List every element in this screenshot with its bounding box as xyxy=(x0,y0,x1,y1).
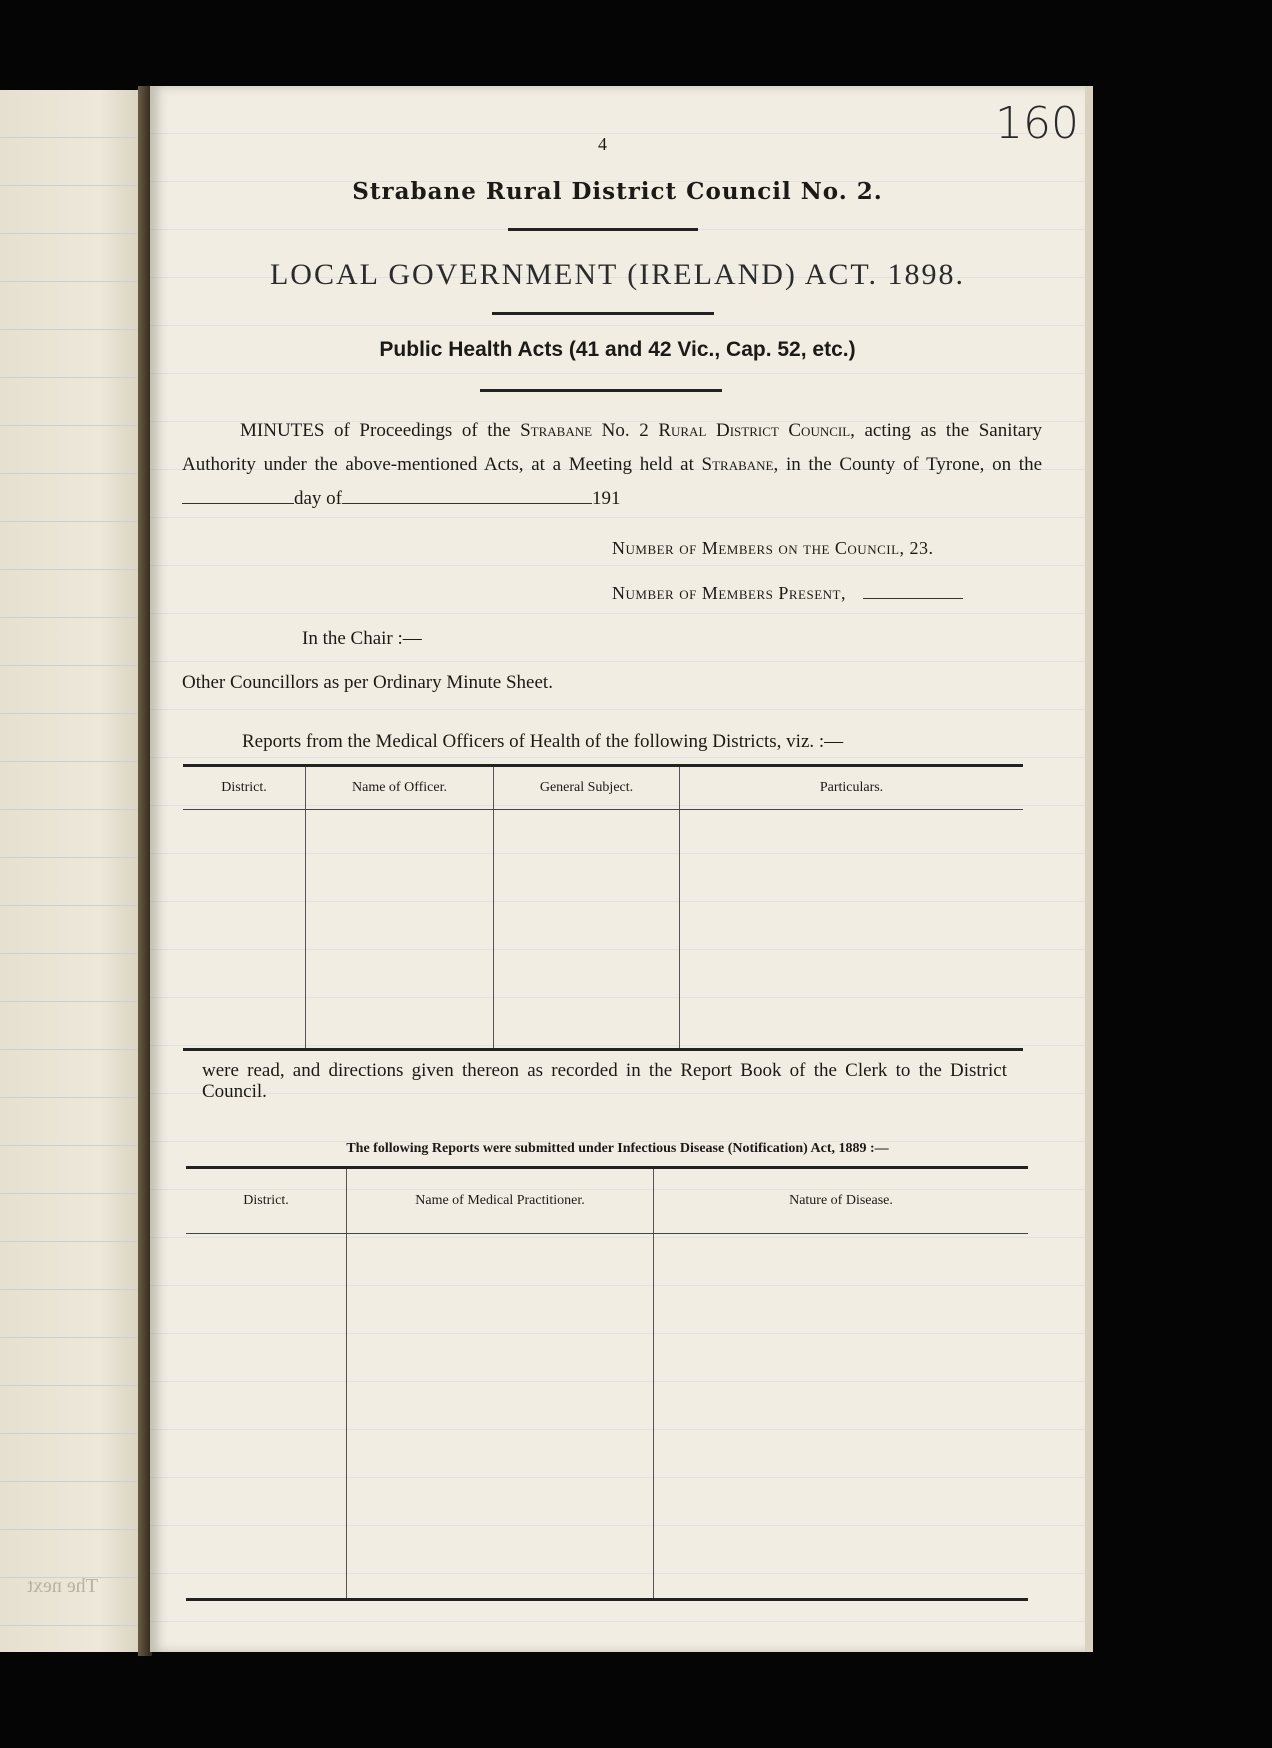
folio-number: 160 xyxy=(995,98,1079,149)
page-edge xyxy=(1085,86,1093,1652)
month-blank[interactable] xyxy=(342,485,592,504)
left-page xyxy=(0,90,142,1652)
members-present-line: Number of Members Present, xyxy=(612,580,963,604)
table-body-row[interactable] xyxy=(183,810,1023,1050)
col-district: District. xyxy=(186,1168,347,1234)
col-particulars: Particulars. xyxy=(680,766,1024,810)
table-cell[interactable] xyxy=(680,810,1024,1050)
medical-officers-table xyxy=(183,764,1023,1051)
other-councillors: Other Councillors as per Ordinary Minute Sheet. xyxy=(182,672,553,693)
col-general-subject: General Subject. xyxy=(494,766,680,810)
table-cell[interactable] xyxy=(186,1234,347,1600)
table-header-row xyxy=(183,766,1023,810)
divider xyxy=(492,312,714,315)
were-read-text: were read, and directions given thereon as recorded in the Report Book of the Clerk to the District Council. xyxy=(202,1060,1007,1102)
table-cell[interactable] xyxy=(183,810,306,1050)
table-cell[interactable] xyxy=(494,810,680,1050)
table-cell[interactable] xyxy=(306,810,494,1050)
members-on-council: Number of Members on the Council, 23. xyxy=(612,538,934,558)
col-district: District. xyxy=(183,766,306,810)
infectious-disease-table xyxy=(186,1166,1028,1601)
left-page-note: The next xyxy=(27,1575,98,1597)
form-page xyxy=(150,86,1085,1652)
table-header-row xyxy=(186,1168,1028,1234)
in-the-chair: In the Chair :— xyxy=(302,628,422,649)
col-name-of-officer: Name of Officer. xyxy=(306,766,494,810)
infectious-disease-intro: The following Reports were submitted under Infectious Disease (Notification) Act, 1889 :— xyxy=(346,1141,889,1156)
reports-intro: Reports from the Medical Officers of Health of the following Districts, viz. :— xyxy=(242,731,844,752)
council-title: Strabane Rural District Council No. 2. xyxy=(352,178,883,205)
minutes-paragraph: MINUTES of Proceedings of the Strabane No. 2 Rural District Council, acting as the Sanitary Authority under the above-mentioned Acts, at a Meeting held at Strabane, in the County of Tyrone, on theday of 191 xyxy=(182,420,1043,509)
public-health-acts: Public Health Acts (41 and 42 Vic., Cap. 52, etc.) xyxy=(379,338,856,361)
members-present-blank[interactable] xyxy=(863,580,963,599)
act-title: LOCAL GOVERNMENT (IRELAND) ACT. 1898. xyxy=(269,258,966,291)
col-nature-of-disease: Nature of Disease. xyxy=(654,1168,1029,1234)
table-cell[interactable] xyxy=(347,1234,654,1600)
col-name-of-medical-practitioner: Name of Medical Practitioner. xyxy=(347,1168,654,1234)
page-number: 4 xyxy=(598,134,607,154)
divider xyxy=(480,389,722,392)
day-blank[interactable] xyxy=(182,485,294,504)
table-cell[interactable] xyxy=(654,1234,1029,1600)
table-body-row[interactable] xyxy=(186,1234,1028,1600)
divider xyxy=(508,228,698,231)
